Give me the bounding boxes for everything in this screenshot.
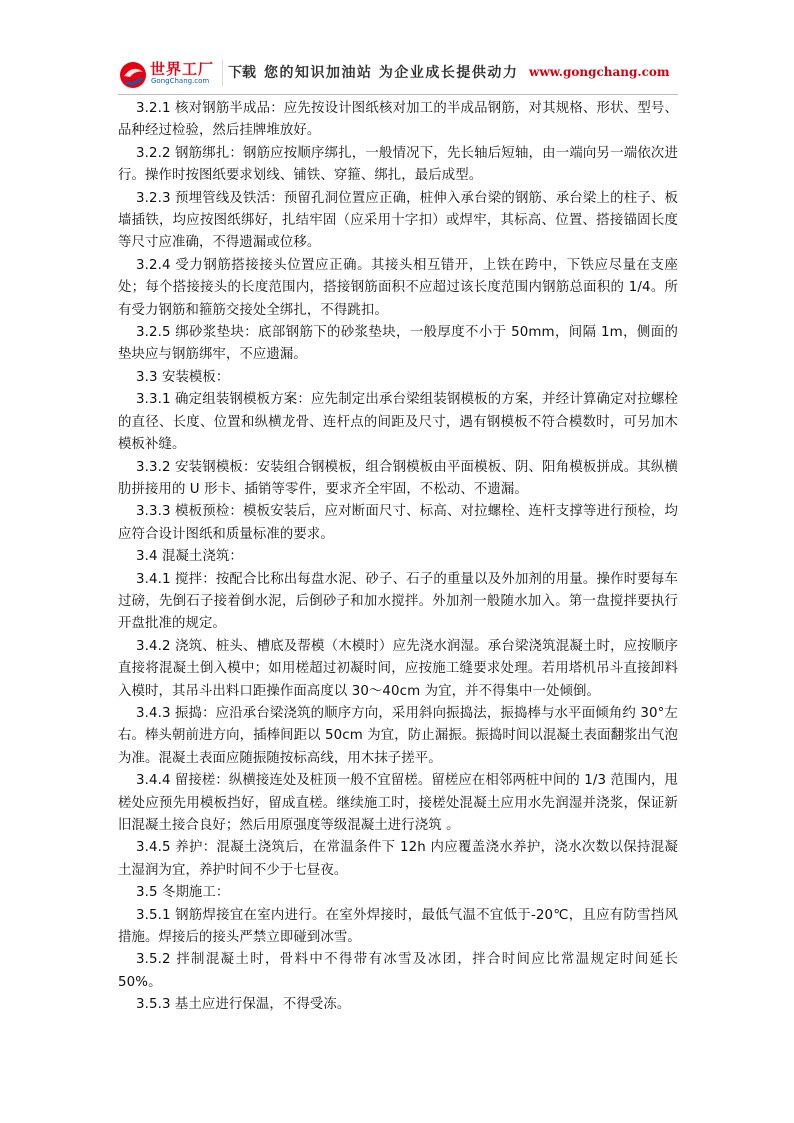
site-url[interactable]: www.gongchang.com — [529, 65, 670, 79]
paragraph: 3.4.1 搅拌：按配合比称出每盘水泥、砂子、石子的重量以及外加剂的用量。操作时要每车过磅，先倒石子接着倒水泥，后倒砂子和加水搅拌。外加剂一般随水加入。第一盘搅拌要执行开盘批准的规定。 — [118, 571, 678, 632]
gongchang-logo-icon — [118, 60, 148, 90]
paragraph: 3.2.3 预埋管线及铁活：预留孔洞位置应正确，桩伸入承台梁的钢筋、承台梁上的柱子、板墙插铁，均应按图纸绑好，扎结牢固（应采用十字扣）或焊牢，其标高、位置、搭接锚固长度等尺寸应准确，不得遗漏或位移。 — [118, 190, 678, 251]
paragraph: 3.4.4 留接槎：纵横接连处及桩顶一般不宜留槎。留槎应在相邻两桩中间的 1/3 范围内，甩槎处应预先用模板挡好，留成直槎。继续施工时，接槎处混凝土应用水先润湿并浇浆，保证新旧混凝土接合良好；然后用原强度等级混凝土进行浇筑 。 — [118, 773, 678, 833]
paragraph: 3.2.2 钢筋绑扎：钢筋应按顺序绑扎，一般情况下，先长轴后短轴，由一端向另一端依次进行。操作时按图纸要求划线、铺铁、穿箍、绑扎，最后成型。 — [118, 145, 678, 184]
paragraph: 3.5.3 基土应进行保温，不得受冻。 — [136, 997, 351, 1013]
section-heading: 3.4 混凝土浇筑： — [136, 549, 243, 565]
paragraph: 3.4.5 养护：混凝土浇筑后，在常温条件下 12h 内应覆盖浇水养护，浇水次数以保持混凝土湿润为宜，养护时间不少于七昼夜。 — [118, 840, 678, 878]
paragraph: 3.3.3 模板预检：模板安装后，应对断面尺寸、标高、对拉螺栓、连杆支撑等进行预检，均应符合设计图纸和质量标准的要求。 — [118, 504, 678, 542]
header-slogan: 您的知识加油站 为企业成长提供动力 — [264, 65, 519, 81]
paragraph: 3.3.1 确定组装钢模板方案：应先制定出承台梁组装钢模板的方案，并经计算确定对拉螺栓的直径、长度、位置和纵横龙骨、连杆点的间距及尺寸，遇有钢模板不符合模数时，可另加木模板补缝。 — [118, 392, 678, 453]
download-label: 下载 — [228, 65, 256, 81]
section-heading: 3.3 安装模板： — [136, 369, 230, 385]
paragraph: 3.2.5 绑砂浆垫块：底部钢筋下的砂浆垫块，一般厚度不小于 50mm，间隔 1m，侧面的垫块应与钢筋绑牢，不应遗漏。 — [118, 325, 678, 363]
brand-domain: GongChang.com — [151, 77, 210, 85]
paragraph: 3.2.1 核对钢筋半成品：应先按设计图纸核对加工的半成品钢筋，对其规格、形状、型号、品种经过检验，然后挂牌堆放好。 — [118, 101, 678, 139]
header-rule — [118, 94, 678, 95]
brand-name: 世界工厂 — [150, 60, 215, 78]
paragraph: 3.4.2 浇筑、桩头、槽底及帮模（木模时）应先浇水润湿。承台梁浇筑混凝土时，应按顺序直接将混凝土倒入模中；如用槎超过初凝时间，应按施工缝要求处理。若用塔机吊斗直接卸料入模时，其吊斗出料口距操作面高度以 30～40cm 为宜，并不得集中一处倾倒。 — [118, 638, 678, 699]
page-header — [118, 56, 678, 94]
header-divider — [222, 60, 223, 86]
paragraph: 3.5.2 拌制混凝土时，骨料中不得带有冰雪及冰团，拌合时间应比常温规定时间延长 50%。 — [118, 952, 678, 990]
paragraph: 3.2.4 受力钢筋搭接接头位置应正确。其接头相互错开，上铁在跨中，下铁应尽量在支座处；每个搭接接头的长度范围内，搭接钢筋面积不应超过该长度范围内钢筋总面积的 1/4。所有受力钢筋和箍筋交接处全绑扎，不得跳扣。 — [118, 257, 678, 318]
section-heading: 3.5 冬期施工： — [136, 885, 230, 901]
paragraph: 3.5.1 钢筋焊接宜在室内进行。在室外焊接时，最低气温不宜低于-20℃，且应有防雪挡风措施。焊接后的接头严禁立即碰到冰雪。 — [118, 907, 678, 946]
paragraph: 3.4.3 振捣：应沿承台梁浇筑的顺序方向，采用斜向振捣法，振捣棒与水平面倾角约 30°左右。棒头朝前进方向，插棒间距以 50cm 为宜，防止漏振。振捣时间以混凝土表面翻浆出气泡为准。混凝土表面应随振随按标高线，用木抹子搓平。 — [118, 705, 678, 766]
paragraph: 3.3.2 安装钢模板：安装组合钢模板，组合钢模板由平面模板、阴、阳角模板拼成。其纵横肋拼接用的 U 形卡、插销等零件，要求齐全牢固，不松动、不遗漏。 — [118, 459, 678, 497]
document-body — [118, 98, 678, 1017]
